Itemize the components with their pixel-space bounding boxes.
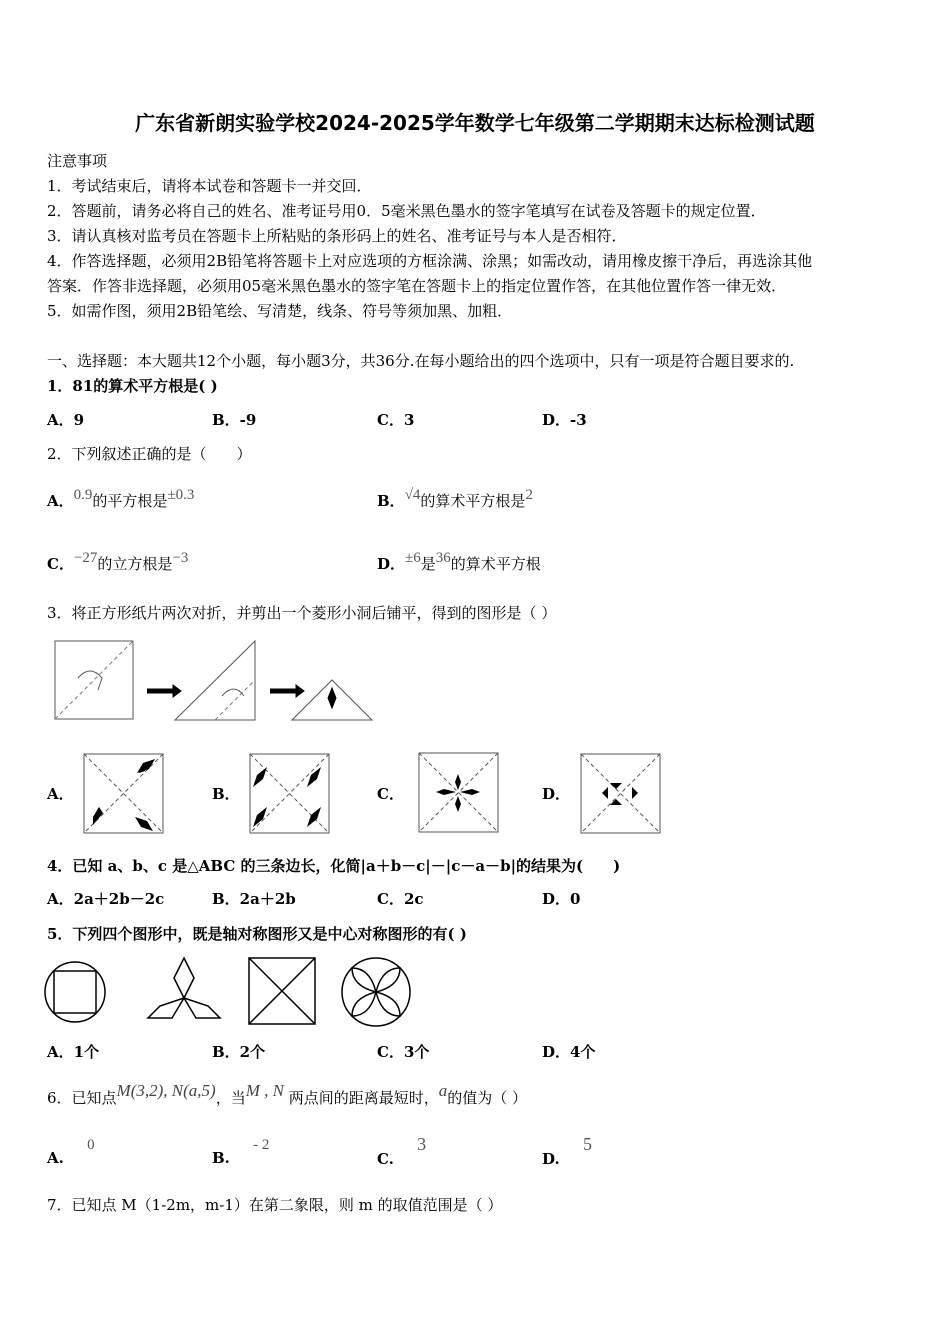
option-d: [542, 1134, 592, 1169]
label: B.: [212, 1149, 230, 1167]
option-c: [377, 1134, 427, 1169]
question-5: 5．下列四个图形中，既是轴对称图形又是中心对称图形的有( ): [47, 925, 467, 943]
label: C.: [377, 1150, 394, 1168]
question-7: 7．已知点 M（1-2m，m-1）在第二象限，则 m 的取值范围是（ ）: [47, 1196, 503, 1214]
text: 的值为（ ）: [447, 1089, 528, 1107]
math: ±0.3: [167, 487, 195, 503]
value: 5: [582, 1134, 592, 1154]
option-b: [212, 1137, 270, 1169]
math: 2: [525, 487, 533, 503]
value: 0: [87, 1137, 95, 1153]
math: −3: [172, 550, 189, 566]
option-b: B．2个: [212, 1043, 266, 1061]
section-heading: 一、选择题：本大题共12个小题，每小题3分，共36分.在每小题给出的四个选项中，只有一项是符合题目要求的.: [47, 352, 795, 370]
question-4: 4．已知 a、b、c 是△ABC 的三条边长，化简|a＋b－c|－|c－a－b|的结果为( ): [47, 857, 621, 875]
option-a: [47, 1137, 95, 1169]
label: A.: [47, 1149, 64, 1167]
question-6: [47, 1081, 528, 1108]
option-a: A．1个: [47, 1043, 100, 1061]
notes-heading: 注意事项: [47, 152, 108, 170]
label: D．: [377, 555, 406, 573]
text: 是: [420, 555, 436, 573]
folding-diagram: [50, 636, 380, 726]
text: 的算术平方根: [450, 555, 541, 573]
math: a: [438, 1081, 448, 1100]
text: 的立方根是: [97, 555, 173, 573]
option-a: A．: [47, 785, 74, 803]
math: M , N: [245, 1081, 284, 1100]
option-d: [377, 550, 541, 575]
option-d: D．-3: [542, 411, 587, 429]
note-line: 2．答题前，请务必将自己的姓名、准考证号用0．5毫米黑色墨水的签字笔填写在试卷及答题卡的规定位置．: [47, 202, 766, 220]
note-line: 4．作答选择题，必须用2B铅笔将答题卡上对应选项的方框涂满、涂黑；如需改动，请用橡皮擦干净后，再选涂其他: [47, 252, 813, 270]
question-1: 1．81的算术平方根是( ): [47, 377, 218, 395]
value: 3: [417, 1134, 427, 1154]
option-b: [377, 487, 533, 512]
math: √4: [404, 487, 421, 503]
label: C．: [47, 555, 74, 573]
value: - 2: [253, 1137, 270, 1153]
option-d: D．0: [542, 890, 581, 908]
figure-b: [249, 753, 331, 835]
option-c: [47, 550, 189, 575]
note-line: 3．请认真核对监考员在答题卡上所粘贴的条形码上的姓名、准考证号与本人是否相符．: [47, 227, 627, 245]
label: D.: [542, 1150, 560, 1168]
math: ±6: [405, 550, 421, 566]
option-c: C．2c: [377, 890, 424, 908]
figure-c: [418, 752, 500, 834]
figure-a: [83, 753, 165, 835]
question-3: 3．将正方形纸片两次对折，并剪出一个菱形小洞后铺平，得到的图形是（ ）: [47, 604, 557, 622]
option-b: B．-9: [212, 411, 257, 429]
label: A．: [47, 492, 74, 510]
math: −27: [73, 550, 98, 566]
question-2: 2．下列叙述正确的是（ ）: [47, 445, 252, 463]
option-a: A．9: [47, 411, 85, 429]
option-d: D．4个: [542, 1043, 596, 1061]
option-b: B．2a＋2b: [212, 890, 296, 908]
math: 0.9: [73, 487, 93, 503]
note-line: 1．考试结束后，请将本试卷和答题卡一并交回．: [47, 177, 372, 195]
option-c: C．3个: [377, 1043, 430, 1061]
option-d: D．: [542, 785, 571, 803]
page-title: 广东省新朗实验学校2024-2025学年数学七年级第二学期期末达标检测试题: [135, 111, 815, 135]
text: 两点间的距离最短时，: [288, 1089, 439, 1107]
option-b: B．: [212, 785, 240, 803]
option-a: A．2a＋2b－2c: [47, 890, 165, 908]
note-line: 5．如需作图，须用2B铅笔绘、写清楚，线条、符号等须加黑、加粗．: [47, 302, 513, 320]
symmetry-figures: [44, 954, 424, 1034]
text: 6．已知点: [47, 1089, 117, 1107]
option-a: [47, 487, 195, 512]
math: 36: [435, 550, 451, 566]
figure-d: [580, 753, 662, 835]
text: 的算术平方根是: [420, 492, 526, 510]
text: 的平方根是: [92, 492, 168, 510]
note-line: 答案．作答非选择题，必须用05毫米黑色墨水的签字笔在答题卡上的指定位置作答，在其他位置作答一律无效．: [47, 277, 787, 295]
label: B．: [377, 492, 405, 510]
option-c: C．3: [377, 411, 415, 429]
text: ，当: [215, 1089, 246, 1107]
math: M(3,2), N(a,5): [116, 1081, 216, 1100]
option-c: C．: [377, 785, 404, 803]
